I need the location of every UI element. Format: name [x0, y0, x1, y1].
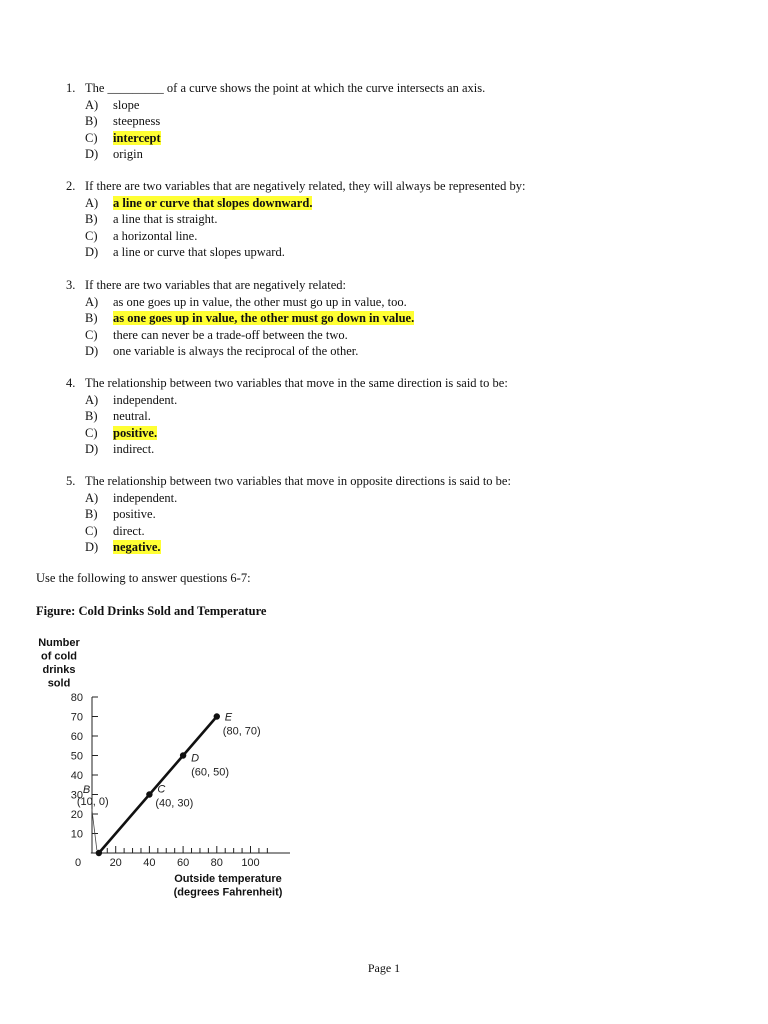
answer-option	[66, 490, 511, 507]
option-text: steepness	[113, 114, 161, 128]
option-text: a line or curve that slopes upward.	[113, 245, 285, 259]
option-letter: A)	[85, 392, 99, 407]
option-letter: B)	[85, 212, 98, 226]
point-b-marker	[96, 850, 102, 856]
answer-option	[66, 539, 511, 556]
answer-option	[66, 506, 511, 523]
point-c-label: (40, 30)	[155, 797, 194, 810]
y-tick-label: 80	[70, 692, 83, 704]
point-e-marker	[214, 713, 220, 719]
question-4	[66, 375, 508, 458]
point-b-leader	[92, 809, 97, 850]
option-letter: C)	[85, 523, 98, 538]
y-axis-label: of cold	[40, 650, 78, 663]
point-e-label: (80, 70)	[222, 725, 261, 738]
point-e-name: E	[224, 711, 233, 724]
answer-option	[66, 392, 508, 409]
y-tick-label: 20	[70, 809, 83, 821]
x-tick-label: 20	[109, 857, 122, 869]
answer-option	[66, 97, 485, 114]
cold-drinks-chart	[20, 630, 320, 915]
option-text: indirect.	[113, 442, 155, 456]
option-letter: D)	[85, 245, 99, 259]
option-letter: C)	[85, 130, 98, 145]
point-d-name: D	[191, 752, 200, 765]
answer-option	[66, 146, 485, 163]
origin-label: 0	[74, 857, 82, 869]
answer-option	[66, 294, 414, 311]
y-tick-label: 50	[70, 750, 83, 763]
point-d-label: (60, 50)	[191, 766, 230, 779]
option-letter: A)	[85, 294, 99, 309]
answer-option	[66, 113, 485, 130]
y-axis-label: drinks	[42, 664, 76, 676]
answer-option	[66, 408, 508, 425]
point-c-marker	[146, 791, 152, 797]
question-number: 2.	[66, 179, 76, 193]
y-tick-label: 70	[70, 711, 83, 724]
option-letter: B)	[85, 409, 98, 423]
option-text: direct.	[113, 523, 145, 538]
correct-answer-text: a line or curve that slopes downward.	[113, 195, 313, 210]
y-axis-label: Number	[38, 637, 80, 649]
option-letter: C)	[85, 228, 98, 243]
figure-title: Figure: Cold Drinks Sold and Temperature	[36, 604, 267, 618]
x-tick-label: 60	[176, 857, 190, 869]
answer-option	[66, 523, 511, 540]
option-letter: D)	[85, 540, 99, 554]
answer-option	[66, 211, 525, 228]
correct-answer-text: negative.	[113, 540, 161, 554]
option-letter: C)	[85, 327, 98, 342]
y-tick-label: 60	[70, 731, 83, 743]
question-stem	[66, 277, 414, 294]
option-text: positive.	[113, 507, 156, 521]
question-1	[66, 80, 485, 163]
option-text: a horizontal line.	[113, 228, 198, 243]
option-text: a line that is straight.	[113, 212, 218, 226]
option-letter: D)	[85, 147, 99, 161]
question-text: The _________ of a curve shows the point at which the curve intersects an axis.	[85, 81, 486, 95]
y-tick-label: 40	[70, 770, 83, 782]
option-letter: B)	[85, 507, 98, 521]
question-number: 4.	[66, 376, 76, 390]
option-text: origin	[113, 147, 143, 161]
answer-option	[66, 228, 525, 245]
option-text: one variable is always the reciprocal of the other.	[113, 344, 359, 358]
question-stem	[66, 375, 508, 392]
question-number: 1.	[66, 81, 76, 95]
question-text: The relationship between two variables that move in the same direction is said to be:	[85, 376, 508, 390]
question-stem	[66, 80, 485, 97]
question-3	[66, 277, 414, 360]
question-text: The relationship between two variables that move in opposite directions is said to be:	[85, 474, 511, 488]
question-stem	[66, 178, 525, 195]
correct-answer-text: intercept	[113, 130, 161, 145]
y-axis-label: sold	[47, 677, 71, 690]
point-b-label: (10, 0)	[76, 796, 109, 808]
answer-option	[66, 343, 414, 360]
option-letter: B)	[85, 114, 98, 128]
correct-answer-text: as one goes up in value, the other must go down in value.	[113, 311, 415, 325]
question-text: If there are two variables that are negatively related, they will always be represented by:	[85, 179, 526, 193]
option-text: slope	[113, 97, 140, 112]
option-text: as one goes up in value, the other must go up in value, too.	[113, 294, 407, 309]
y-tick-label: 10	[70, 828, 83, 841]
answer-option	[66, 310, 414, 327]
option-letter: D)	[85, 442, 99, 456]
answer-option	[66, 130, 485, 147]
x-tick-label: 40	[143, 857, 156, 869]
x-tick-label: 80	[210, 857, 223, 869]
correct-answer-text: positive.	[113, 425, 158, 440]
option-letter: C)	[85, 425, 98, 440]
option-letter: A)	[85, 195, 99, 210]
option-text: neutral.	[113, 409, 151, 423]
y-tick-label: 30	[70, 789, 83, 802]
question-number: 3.	[66, 278, 76, 292]
option-text: independent.	[113, 490, 178, 505]
answer-option	[66, 425, 508, 442]
option-letter: A)	[85, 490, 99, 505]
answer-option	[66, 244, 525, 261]
question-stem	[66, 473, 511, 490]
answer-option	[66, 441, 508, 458]
option-text: independent.	[113, 392, 178, 407]
option-letter: B)	[85, 311, 98, 325]
option-letter: A)	[85, 97, 99, 112]
question-2	[66, 178, 525, 261]
answer-option	[66, 195, 525, 212]
point-b-name: B	[82, 784, 91, 796]
option-letter: D)	[85, 344, 99, 358]
question-text: If there are two variables that are negatively related:	[85, 278, 346, 292]
question-5	[66, 473, 511, 556]
point-d-marker	[180, 752, 186, 758]
answer-option	[66, 327, 414, 344]
question-number: 5.	[66, 474, 76, 488]
x-axis-label: (degrees Fahrenheit)	[173, 886, 283, 899]
option-text: there can never be a trade-off between the two.	[113, 327, 348, 342]
intro-text: Use the following to answer questions 6-7:	[36, 571, 251, 585]
x-axis-label: Outside temperature	[174, 873, 282, 885]
x-tick-label: 100	[241, 857, 260, 869]
page-number: Page 1	[367, 961, 401, 975]
point-c-name: C	[157, 783, 166, 796]
